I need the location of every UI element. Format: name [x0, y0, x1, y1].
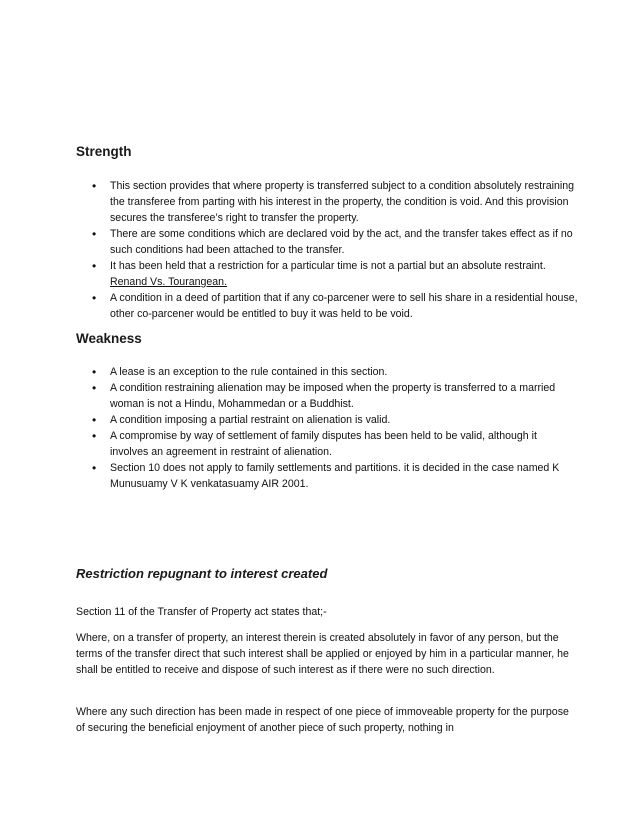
list-item-text: A condition in a deed of partition that if any co-parcener were to sell his share in a residential house, other co-parcener would be entitled to buy it was held to be void.: [110, 292, 578, 320]
list-item-text: It has been held that a restriction for a particular time is not a partial but an absolute restraint.: [110, 260, 546, 272]
list-item: [88, 364, 578, 380]
list-item-text: A condition imposing a partial restraint on alienation is valid.: [110, 414, 391, 426]
list-item: [88, 258, 578, 290]
strength-list: [88, 178, 578, 322]
list-item-text: A condition restraining alienation may be imposed when the property is transferred to a married woman is not a Hindu, Mohammedan or a Buddhist.: [110, 382, 556, 410]
restriction-heading: Restriction repugnant to interest created: [76, 566, 328, 581]
list-item-text: A lease is an exception to the rule contained in this section.: [110, 366, 388, 378]
list-item-text: There are some conditions which are declared void by the act, and the transfer takes effect as if no such conditions had been attached to the transfer.: [110, 228, 573, 256]
list-item-text: Section 10 does not apply to family settlements and partitions. it is decided in the case named K Munusuamy V K venkatasuamy AIR 2001.: [110, 462, 560, 490]
list-item: [88, 226, 578, 258]
section-intro-paragraph: Section 11 of the Transfer of Property act states that;-: [76, 606, 327, 618]
list-item: [88, 412, 578, 428]
strength-heading: Strength: [76, 144, 132, 159]
case-reference: Renand Vs. Tourangean.: [110, 276, 228, 288]
body-paragraph: Where, on a transfer of property, an interest therein is created absolutely in favor of any person, but the terms of the transfer direct that such interest shall be applied or enjoyed by him in a particular manner, he shall be entitled to receive and dispose of such interest as if there were no such direction.: [76, 632, 569, 676]
list-item: [88, 460, 578, 492]
list-item-text: A compromise by way of settlement of family disputes has been held to be valid, although it involves an agreement in restraint of alienation.: [110, 430, 537, 458]
list-item: [88, 178, 578, 226]
list-item: [88, 428, 578, 460]
weakness-list: [88, 364, 578, 492]
list-item-text: This section provides that where property is transferred subject to a condition absolutely restraining the transferee from parting with his interest in the property, the condition is void. And this provision secures the transferee’s right to transfer the property.: [110, 180, 575, 224]
list-item: [88, 380, 578, 412]
list-item: [88, 290, 578, 322]
body-paragraph: Where any such direction has been made in respect of one piece of immoveable property for the purpose of securing the beneficial enjoyment of another piece of such property, nothing in: [76, 706, 569, 734]
weakness-heading: Weakness: [76, 331, 142, 346]
